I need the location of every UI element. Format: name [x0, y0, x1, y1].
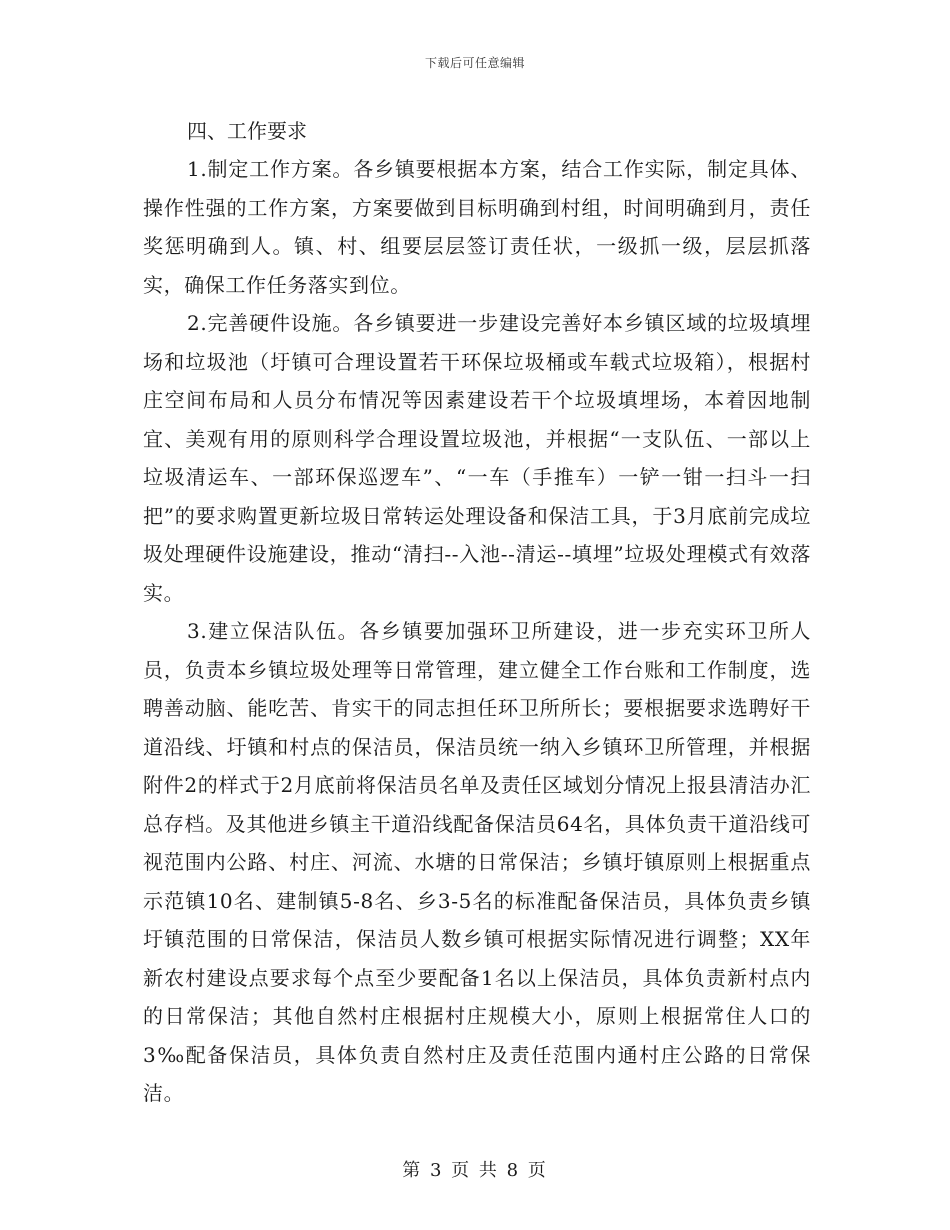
page-number: 第 3 页 共 8 页 [402, 1160, 548, 1181]
paragraph-cleaning-team: 3.建立保洁队伍。各乡镇要加强环卫所建设，进一步充实环卫所人员，负责本乡镇垃圾处理等日常管理，建立健全工作台账和工作制度，选聘善动脑、能吃苦、肯实干的同志担任环卫所所长；要根据要求选聘好干道沿线、圩镇和村点的保洁员，保洁员统一纳入乡镇环卫所管理，并根据附件2的样式于2月底前将保洁员名单及责任区域划分情况上报县清洁办汇总存档。及其他进乡镇主干道沿线配备保洁员64名，具体负责干道沿线可视范围内公路、村庄、河流、水塘的日常保洁；乡镇圩镇原则上根据重点示范镇10名、建制镇5-8名、乡3-5名的标准配备保洁员，具体负责乡镇圩镇范围的日常保洁，保洁员人数乡镇可根据实际情况进行调整；XX年新农村建设点要求每个点至少要配备1名以上保洁员，具体负责新村点内的日常保洁；其他自然村庄根据村庄规模大小，原则上根据常住人口的3‰配备保洁员，具体负责自然村庄及责任范围内通村庄公路的日常保洁。 [143, 619, 811, 1105]
paragraph-work-plan: 1.制定工作方案。各乡镇要根据本方案，结合工作实际，制定具体、操作性强的工作方案，方案要做到目标明确到村组，时间明确到月，责任奖惩明确到人。镇、村、组要层层签订责任状，一级抓一级，层层抓落实，确保工作任务落实到位。 [143, 157, 811, 297]
document-body [143, 112, 811, 1113]
header-note: 下载后可任意编辑 [424, 56, 525, 70]
section-heading: 四、工作要求 [187, 119, 307, 143]
paragraph-hardware-facilities: 2.完善硬件设施。各乡镇要进一步建设完善好本乡镇区域的垃圾填埋场和垃圾池（圩镇可合理设置若干环保垃圾桶或车载式垃圾箱），根据村庄空间布局和人员分布情况等因素建设若干个垃圾填埋场，本着因地制宜、美观有用的原则科学合理设置垃圾池，并根据“一支队伍、一部以上垃圾清运车、一部环保巡逻车”、“一车（手推车）一铲一钳一扫斗一扫把”的要求购置更新垃圾日常转运处理设备和保洁工具，于3月底前完成垃圾处理硬件设施建设，推动“清扫--入池--清运--填埋”垃圾处理模式有效落实。 [143, 311, 811, 605]
